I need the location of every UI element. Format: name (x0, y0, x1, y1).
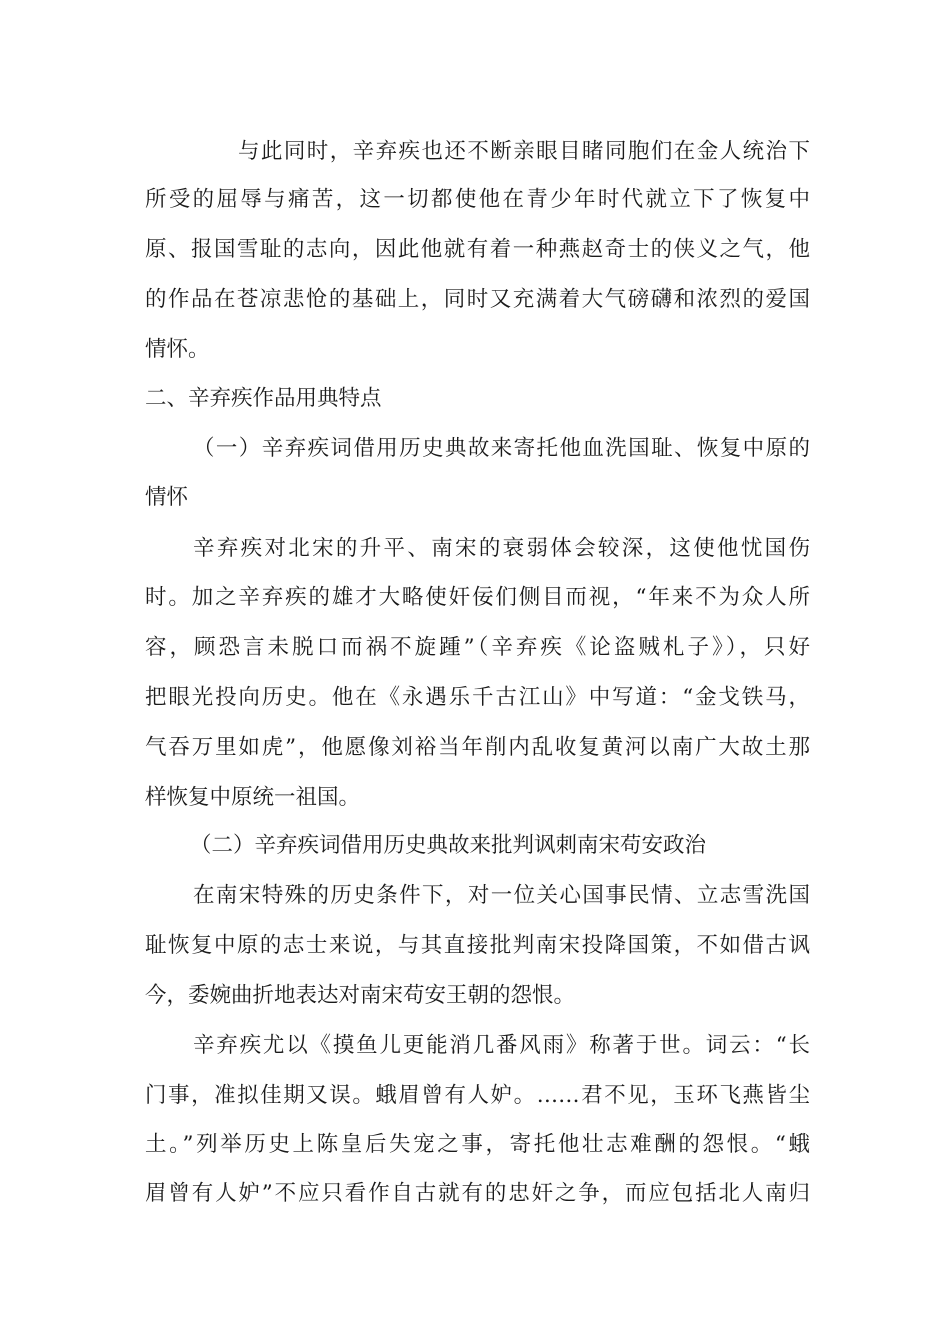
text-line: 气吞万里如虎”，他愿像刘裕当年削内乱收复黄河以南广大故土那 (145, 735, 810, 760)
text-line: 原、报国雪耻的志向，因此他就有着一种燕赵奇士的侠义之气，他 (145, 237, 810, 262)
text-line: 把眼光投向历史。他在《永遇乐千古江山》中写道：“金戈铁马， (145, 685, 810, 710)
text-line: 今，委婉曲折地表达对南宋苟安王朝的怨恨。 (145, 983, 576, 1008)
text-line: 的作品在苍凉悲怆的基础上，同时又充满着大气磅礴和浓烈的爱国 (145, 287, 810, 312)
text-line: 样恢复中原统一祖国。 (145, 785, 361, 810)
text-line: 耻恢复中原的志士来说，与其直接批判南宋投降国策，不如借古讽 (145, 933, 810, 958)
text-line: 土。”列举历史上陈皇后失宠之事，寄托他壮志难酬的怨恨。“蛾 (145, 1132, 810, 1157)
text-line: 眉曾有人妒”不应只看作自古就有的忠奸之争，而应包括北人南归 (145, 1181, 810, 1206)
text-line: 容，顾恐言未脱口而祸不旋踵”（辛弃疾《论盗贼札子》），只好 (145, 635, 810, 660)
text-line: 与此同时，辛弃疾也还不断亲眼目睹同胞们在金人统治下 (238, 139, 810, 164)
text-line: 所受的屈辱与痛苦，这一切都使他在青少年时代就立下了恢复中 (145, 187, 810, 212)
text-line: 情怀 (145, 485, 189, 510)
text-line: （一）辛弃疾词借用历史典故来寄托他血洗国耻、恢复中原的 (193, 436, 810, 461)
text-line: 时。加之辛弃疾的雄才大略使奸佞们侧目而视，“年来不为众人所 (145, 585, 810, 610)
text-line: 在南宋特殊的历史条件下，对一位关心国事民情、立志雪洗国 (193, 883, 810, 908)
text-line: 辛弃疾尤以《摸鱼儿更能消几番风雨》称著于世。词云：“长 (193, 1033, 810, 1058)
text-line: 辛弃疾对北宋的升平、南宋的衰弱体会较深，这使他忧国伤 (193, 536, 810, 561)
text-line: （二）辛弃疾词借用历史典故来批判讽刺南宋苟安政治 (190, 833, 707, 858)
text-line: 门事，准拟佳期又误。蛾眉曾有人妒。……君不见，玉环飞燕皆尘 (145, 1083, 810, 1108)
text-line: 情怀。 (145, 337, 210, 362)
section-heading-text: 二、辛弃疾作品用典特点 (145, 386, 382, 411)
